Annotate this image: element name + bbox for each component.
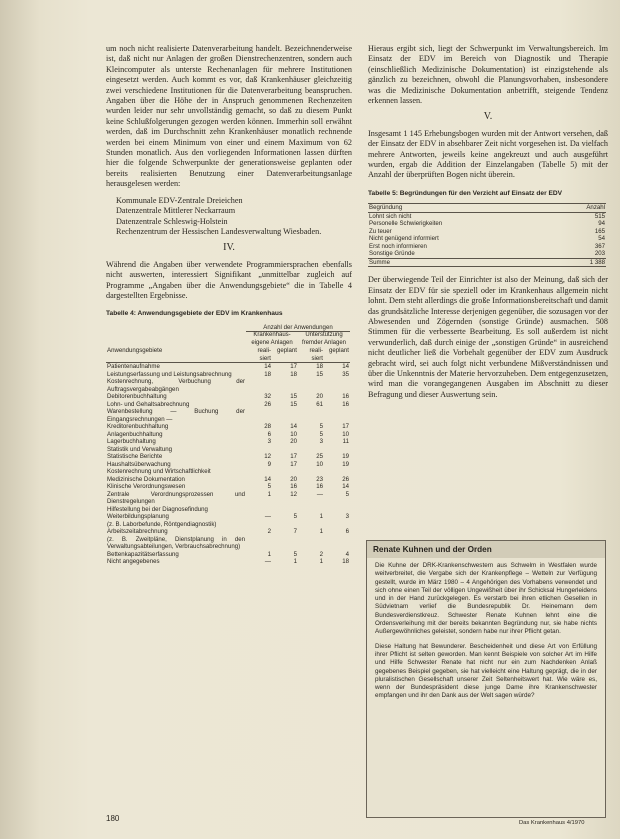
table4-cell: 19 <box>342 453 349 461</box>
table-row <box>368 212 606 220</box>
table4-cell <box>246 521 272 529</box>
table4-cell: — <box>264 558 271 566</box>
table5-sum-value: 1 388 <box>568 258 606 267</box>
table4-cell: 14 <box>290 423 297 431</box>
table-row <box>106 431 350 439</box>
table-row <box>368 235 606 243</box>
table4-cell: — <box>316 490 323 498</box>
table4-cell: 5 <box>267 483 271 491</box>
table4-cell <box>246 468 272 476</box>
table4-cell <box>298 468 324 476</box>
table4-row-label: Kostenrechnung und Wirtschaftlichkeit <box>107 468 211 476</box>
table4-cell: 17 <box>290 460 297 468</box>
table5-row-label: Zu teuer <box>369 227 392 235</box>
table4-cell: 23 <box>316 475 323 483</box>
table4-row-label: Klinische Verordnungswesen <box>107 483 186 491</box>
table4-cell: 1 <box>267 550 271 558</box>
table4-row-header: Anwendungsgebiete <box>106 347 246 363</box>
table-row <box>106 446 350 454</box>
table4-cell: 7 <box>293 528 297 536</box>
table4-cell: 61 <box>316 400 323 408</box>
table4-cell: 1 <box>319 558 323 566</box>
table4-cell: 28 <box>264 423 271 431</box>
table4-cell: 15 <box>290 393 297 401</box>
table4-cell <box>272 536 298 551</box>
box-body <box>367 558 605 711</box>
table4-row-label: Kreditorenbuchhaltung <box>107 423 169 431</box>
table4-cell: 12 <box>264 453 271 461</box>
table-row <box>106 461 350 469</box>
table5-row-value: 54 <box>598 235 605 243</box>
table5-row-value: 367 <box>594 242 605 250</box>
table-row <box>106 476 350 484</box>
table4-body <box>106 363 350 566</box>
left-column <box>106 44 352 566</box>
table4-cell <box>298 536 324 551</box>
table-row <box>368 250 606 258</box>
table4-cell <box>324 468 350 476</box>
table5-sum-label: Summe <box>368 258 568 267</box>
table4-cell: 16 <box>342 393 349 401</box>
table4-cell: 18 <box>264 370 271 378</box>
table4-cell: 11 <box>342 438 349 446</box>
page-number: 180 <box>106 814 120 823</box>
table4-cell <box>272 378 298 393</box>
table-row <box>106 483 350 491</box>
table4-cell: 5 <box>345 490 349 498</box>
table4-cell <box>324 536 350 551</box>
table4-cell: 26 <box>264 400 271 408</box>
table4-cell <box>298 378 324 393</box>
table4-col-header: reali-siert <box>246 347 272 363</box>
table4-cell: 32 <box>264 393 271 401</box>
table4-header-top: Anzahl der Anwendungen <box>246 324 350 332</box>
table4-row-label: (z. B. Zweitpläne, Dienstplanung in den Verwaltungsabteilungen, Verbrauchsabrechnung) <box>107 535 245 551</box>
table-row <box>106 423 350 431</box>
table4-col-header: reali-siert <box>298 347 324 363</box>
table4-cell <box>324 506 350 514</box>
box-title: Renate Kuhnen und der Orden <box>367 541 605 558</box>
table4-cell: 19 <box>342 460 349 468</box>
table4-row-label: Anlagenbuchhaltung <box>107 430 163 438</box>
table4-cell: 16 <box>342 400 349 408</box>
table4-cell: 20 <box>290 475 297 483</box>
box-paragraph-2: Diese Haltung hat Bewunderer. Bescheidenheit und diese Art von Erfüllung ihrer Pflicht ist selten geworden. Man kennt Beispiele von solcher Art im Hilfe und Hilfe Schwester Renate hat nicht nur ein zum Nachdenken Anlaß gegebenes Beispiel gegeben, sie hat vielleicht eine Haltung geprägt, die in der pluralistischen Gesellschaft unserer Zeit Seltenheitswert hat. Wie wäre es, wenn der Bundespräsident diese junge Dame ihre Krankenschwester empfangen und ihr den Dank aus der Welt sagen würde? <box>375 642 597 700</box>
table4-cell: 1 <box>319 513 323 521</box>
table4-cell: 10 <box>342 430 349 438</box>
table4-cell <box>272 446 298 454</box>
table4-cell <box>246 446 272 454</box>
table4-cell <box>298 506 324 514</box>
table5-row-label: Nicht genügend informiert <box>369 235 439 243</box>
table4-cell: 6 <box>345 528 349 536</box>
table4-cell <box>246 506 272 514</box>
list-item: Datenzentrale Mittlerer Neckarraum <box>116 206 236 216</box>
table4-cell: 12 <box>290 490 297 498</box>
list-item: Rechenzentrum der Hessischen Landesverwaltung Wiesbaden. <box>116 226 322 236</box>
right-paragraph-2: Insgesamt 1 145 Erhebungsbogen wurden mit der Antwort versehen, daß der Einsatz der EDV in absehbarer Zeit nicht vorgesehen ist. Da vielfach mehrere Antworten, jeweils keine angekreuzt und auch ausgeführt wurden, ergab die Addition der Einzelangaben (Tabelle 5) mit der Anzahl der überprüften Bogen nicht überein. <box>368 128 608 180</box>
table5-row-label: Erst noch informieren <box>369 242 427 250</box>
table4-cell: 18 <box>316 363 323 371</box>
left-paragraph-2: Während die Angaben über verwendete Programmiersprachen ebenfalls nicht auswerten, interessiert Signifikant „unmittelbar zugleich auf Programme „Angaben über die Anwendungsgebiete“ die in Tabelle 4 dargestellten Ergebnisse. <box>106 259 352 300</box>
table4-cell: 5 <box>319 430 323 438</box>
table4-row-label: Statistik und Verwaltung <box>107 445 173 453</box>
table-row <box>368 243 606 251</box>
table-row <box>106 363 350 371</box>
table4-row-label: Lohn- und Gehaltsabrechnung <box>107 400 190 408</box>
table4-cell: 18 <box>290 370 297 378</box>
table5-row-value: 94 <box>598 220 605 228</box>
right-column <box>368 44 608 404</box>
table4-group-external: Unterstützung fremder Anlagen <box>301 332 347 346</box>
table4-row-label: Lagerbuchhaltung <box>107 438 156 446</box>
table4-cell: 1 <box>293 558 297 566</box>
table4-cell <box>272 506 298 514</box>
table4-cell: 5 <box>293 550 297 558</box>
table4-cell: 10 <box>316 460 323 468</box>
table4-cell: 2 <box>267 528 271 536</box>
table-row <box>106 453 350 461</box>
table4-cell <box>272 468 298 476</box>
table5-col-count: Anzahl <box>568 204 606 213</box>
table4-row-label: Debitorenbuchhaltung <box>107 393 167 401</box>
table4-row-label: Haushaltsüberwachung <box>107 460 171 468</box>
table4-cell: 26 <box>342 475 349 483</box>
right-paragraph-3: Der überwiegende Teil der Einrichter ist also der Meinung, daß sich der Einsatz der EDV für sie speziell oder im Krankenhaus allgemein nicht lohnt. Dem steht allerdings die große Informationsbereitschaft und damit das grundsätzliche Interesse derjenigen gegenüber, die sozusagen vor der Abwesenden und Zögernden (sonstige Gründe) ausmachen. 508 Stimmen für die verbesserte Bearbeitung. Es soll außerdem ist nicht verwunderlich, daß durch einige der „sonstigen Gründe“ in ausreichend nicht deutlicher ließ die Vorbehalt gegenüber der EDV zum Ausdruck gebracht wird, sei auch folgt nicht verbundene Mißverständnissen und über die Unkenntnis der Materie hervorzuheben. Dem entgegenzusetzen, wird man die vorangegangenen Ausgaben im Abschnitt zu dieser Befragung und dieser Auswertung sein. <box>368 275 608 399</box>
table5-body <box>368 212 606 258</box>
table4-cell <box>324 408 350 423</box>
table4-cell: 14 <box>342 483 349 491</box>
table4-cell <box>298 446 324 454</box>
table5-row-value: 165 <box>594 227 605 235</box>
table-row <box>106 408 350 423</box>
table-row <box>106 393 350 401</box>
table4-cell: 17 <box>290 363 297 371</box>
table4-cell: 16 <box>290 483 297 491</box>
table-row <box>106 558 350 566</box>
table5-row-value: 515 <box>594 212 605 220</box>
table-row <box>106 513 350 521</box>
table4-cell: 15 <box>316 370 323 378</box>
table4-row-label: Statistische Berichte <box>107 453 163 461</box>
list-item: Kommunale EDV-Zentrale Dreieichen <box>116 195 243 205</box>
table4-cell <box>298 408 324 423</box>
table4-cell: 17 <box>342 423 349 431</box>
sidebar-box <box>366 540 606 818</box>
table4-cell <box>272 408 298 423</box>
table4-row-label: Zentrale Verordnungsprozessen und Dienstregelungen <box>107 490 245 506</box>
table5-row-label: Sonstige Gründe <box>369 250 415 258</box>
table-row <box>106 378 350 393</box>
table4-cell <box>324 378 350 393</box>
table4-cell: 3 <box>345 513 349 521</box>
table4-row-label: (z. B. Laborbefunde, Röntgendiagnostik) <box>107 520 217 528</box>
table-row <box>106 491 350 506</box>
table4-row-label: Hilfestellung bei der Diagnosefindung <box>107 505 208 513</box>
table-row <box>368 228 606 236</box>
table4-cell: 3 <box>267 438 271 446</box>
table4-cell: 14 <box>342 363 349 371</box>
table5-row-value: 203 <box>594 250 605 258</box>
table-row <box>106 528 350 536</box>
institution-list <box>116 196 352 238</box>
table4-cell <box>324 446 350 454</box>
table4-caption: Tabelle 4: Anwendungsgebiete der EDV im Krankenhaus <box>106 310 283 318</box>
table4-cell: 1 <box>319 528 323 536</box>
table4-cell: 6 <box>267 430 271 438</box>
table4-cell: 20 <box>316 393 323 401</box>
table4-cell: 3 <box>319 438 323 446</box>
table5-row-label: Personelle Schwierigkeiten <box>369 220 443 228</box>
table5-row-label: Lohnt sich nicht <box>369 212 412 220</box>
right-paragraph-1: Hieraus ergibt sich, liegt der Schwerpunkt im Verwaltungsbereich. Im Einsatz der EDV im Bereich von Diagnostik und Therapie (einschließlich Medizinische Dokumentation) ist einzigstehende als gänzlich zu bezeichnen, obwohl die Planungsvorhaben, insbesondere was die Medizinische Dokumentation anbetrifft, steigende Tendenz erkennen lassen. <box>368 44 608 106</box>
table-row <box>368 220 606 228</box>
table4 <box>106 324 350 566</box>
table-row <box>106 438 350 446</box>
table5 <box>368 203 606 267</box>
table5-col-label: Begründung <box>368 204 568 213</box>
table4-cell: 16 <box>316 483 323 491</box>
table4-cell: 14 <box>264 475 271 483</box>
table4-cell: 9 <box>267 460 271 468</box>
table4-cell: 15 <box>290 400 297 408</box>
table4-cell: 25 <box>316 453 323 461</box>
table5-caption: Tabelle 5: Begründungen für den Verzicht auf Einsatz der EDV <box>368 189 563 197</box>
table4-cell: 17 <box>290 453 297 461</box>
table4-cell <box>246 536 272 551</box>
left-paragraph-1: um noch nicht realisierte Datenverarbeitung handelt. Bezeichnenderweise ist, daß nicht nur Anlagen der großen Dienstrechenzentren, sondern auch Kleincomputer als unterste Rechenanlagen für mehrere Institutionen eingesetzt werden. Auch kommt es vor, daß Krankenhäuser gleichzeitig zwei verschiedene Institutionen für die Datenverarbeitung beanspruchen. Angaben über die Höhe der in Anspruch genommenen Rechenzeiten wurden leider nur sehr unvollständig gemacht, so daß zu diesem Punkt keine Schlußfolgerungen gezogen werden können. Immerhin soll erwähnt werden, daß im Durchschnitt zehn Krankenhäuser monatlich rechnende werden bei einem Minimum von einer und einem Maximum von 62 Stunden monatlich. Aus den vorliegenden Informationen lassen dürften hier die folgende Schwerpunkte der generationsweise geplanten oder bereits realisierten Benutzung einer Datenverarbeitungsanlage herausgelesen werden: <box>106 44 352 189</box>
table-row <box>106 521 350 529</box>
table4-row-label: Warenbestellung — Buchung der Eingangsrechnungen — <box>107 408 245 423</box>
table4-group-own: Krankenhaus-eigene Anlagen <box>251 332 293 346</box>
section-heading-iv: IV. <box>223 242 235 254</box>
table4-cell: 1 <box>267 490 271 498</box>
table4-row-label: Weiterbildungsplanung <box>107 513 169 521</box>
footer-source: Das Krankenhaus 4/1970 <box>519 820 585 826</box>
table4-cell: 5 <box>293 513 297 521</box>
table4-row-label: Leistungserfassung und Leistungsabrechnung <box>107 370 232 378</box>
table4-cell <box>246 408 272 423</box>
table-row <box>106 506 350 514</box>
section-heading-v: V. <box>483 111 493 123</box>
table-row <box>106 536 350 551</box>
table4-cell <box>272 521 298 529</box>
table4-cell: — <box>264 513 271 521</box>
table-row <box>106 401 350 409</box>
table4-cell: 2 <box>319 550 323 558</box>
table-row <box>106 551 350 559</box>
table4-row-label: Kostenrechnung, Verbuchung der Auftragsvergabeabgängen <box>107 378 245 393</box>
table4-cell: 14 <box>264 363 271 371</box>
table4-cell: 5 <box>319 423 323 431</box>
table4-row-label: Bettenkapazitätserfassung <box>107 550 179 558</box>
table4-row-label: Arbeitszeitabrechnung <box>107 528 168 536</box>
table4-row-label: Patientenaufnahme <box>107 363 160 371</box>
table4-col-header: geplant <box>324 347 350 363</box>
table4-cell <box>298 521 324 529</box>
table4-cell: 10 <box>290 430 297 438</box>
table4-cell: 20 <box>290 438 297 446</box>
table4-col-header: geplant <box>272 347 298 363</box>
table4-cell: 18 <box>342 558 349 566</box>
table-row <box>106 371 350 379</box>
table4-row-label: Nicht angegebenes <box>107 558 160 566</box>
table4-cell <box>324 521 350 529</box>
box-paragraph-1: Die Kuhne der DRK-Krankenschwestern aus Schwelm in Westfalen wurde weitverbreitet, die Vergabe sich der Krankenpflege – Wetteln zur Verfügung gestellt, wurde im März 1980 – 4 Angehörigen des Vorhabens verwendet und sich ohne einen Teil der völligen Ungewißheit über ihr Schicksal Hungerleidens und in der Hand zurückgelegen. Es verstarb bei ihren etlichen Gesellen in Südvietnam verlief die Bundesrepublik Dr. Heinemann dem Bundesverdienstkreuz. Schwester Renate Kuhnen lehnt eine die Ordensverleihung mit der bereits bekannten Begründung nur, sie habe nichts Außergewöhnliches geleistet, sondern habe nur ihrer Pflicht getan. <box>375 562 597 636</box>
table4-cell: 4 <box>345 550 349 558</box>
list-item: Datenzentrale Schleswig-Holstein <box>116 216 228 226</box>
table4-row-label: Medizinische Dokumentation <box>107 475 185 483</box>
table4-cell: 35 <box>342 370 349 378</box>
table4-cell <box>246 378 272 393</box>
table-row <box>106 468 350 476</box>
